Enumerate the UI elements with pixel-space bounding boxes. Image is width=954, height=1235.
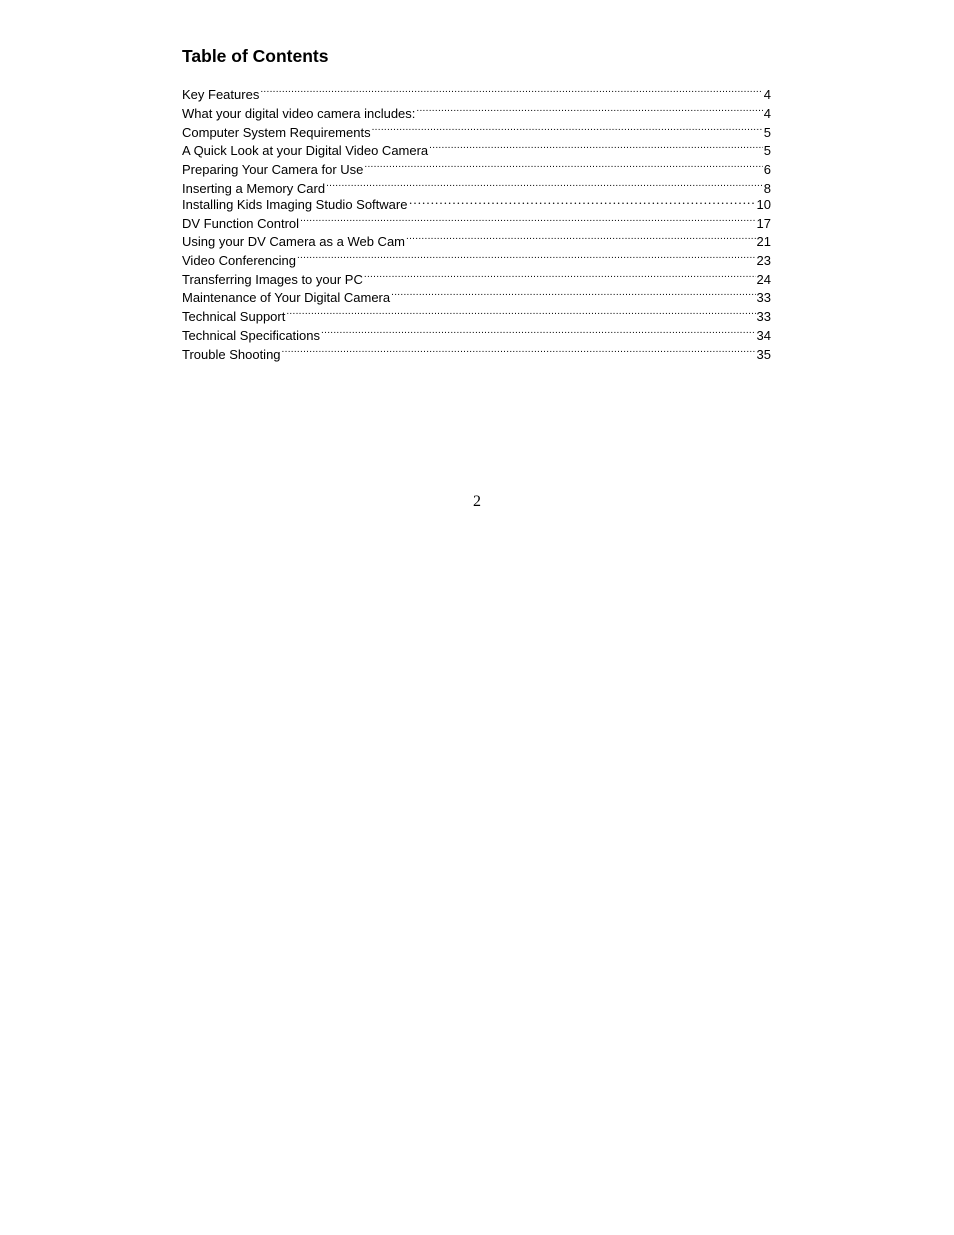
toc-entry-label: Transferring Images to your PC xyxy=(182,272,363,287)
toc-entry-page: 10 xyxy=(756,197,771,212)
toc-entry-page: 8 xyxy=(763,181,771,196)
toc-entry-label: Technical Support xyxy=(182,309,286,324)
toc-entry-technical-support[interactable] xyxy=(182,303,771,324)
toc-entry-dv-function-control[interactable] xyxy=(182,210,771,231)
toc-entry-label: Key Features xyxy=(182,87,260,102)
toc-entry-video-conferencing[interactable] xyxy=(182,247,771,268)
toc-leader-dots xyxy=(364,156,762,174)
toc-entry-label: Trouble Shooting xyxy=(182,347,281,362)
toc-entry-page: 24 xyxy=(756,272,771,287)
toc-entry-transferring-images[interactable] xyxy=(182,266,771,287)
toc-entry-label: Inserting a Memory Card xyxy=(182,181,326,196)
toc-leader-dots xyxy=(372,119,763,137)
toc-entry-label: Maintenance of Your Digital Camera xyxy=(182,290,391,305)
toc-leader-dots xyxy=(300,210,755,228)
toc-entry-maintenance[interactable] xyxy=(182,284,771,305)
toc-entry-label: Video Conferencing xyxy=(182,253,296,268)
toc-entry-label: Computer System Requirements xyxy=(182,125,371,140)
toc-entry-installing-software[interactable] xyxy=(182,191,771,212)
toc-entry-page: 35 xyxy=(756,347,771,362)
toc-entry-trouble-shooting[interactable] xyxy=(182,341,771,362)
toc-entry-label: Using your DV Camera as a Web Cam xyxy=(182,234,406,249)
toc-leader-dots xyxy=(408,191,755,209)
toc-heading: Table of Contents xyxy=(182,46,329,66)
toc-entry-page: 5 xyxy=(763,143,771,158)
toc-entry-system-requirements[interactable] xyxy=(182,119,771,140)
toc-entry-page: 17 xyxy=(756,216,771,231)
toc-entry-page: 4 xyxy=(763,106,771,121)
toc-entry-page: 33 xyxy=(756,290,771,305)
toc-entry-page: 34 xyxy=(756,328,771,343)
toc-leader-dots xyxy=(282,341,756,359)
toc-entry-preparing-camera[interactable] xyxy=(182,156,771,177)
toc-entry-page: 33 xyxy=(756,309,771,324)
toc-entry-label: Technical Specifications xyxy=(182,328,321,343)
toc-entry-label: Preparing Your Camera for Use xyxy=(182,162,364,177)
page-number: 2 xyxy=(473,493,481,510)
toc-entry-label: A Quick Look at your Digital Video Camera xyxy=(182,143,429,158)
toc-leader-dots xyxy=(364,266,756,284)
toc-leader-dots xyxy=(416,100,762,118)
toc-entry-technical-specifications[interactable] xyxy=(182,322,771,343)
toc-entry-page: 6 xyxy=(763,162,771,177)
toc-leader-dots xyxy=(429,137,763,155)
toc-leader-dots xyxy=(391,284,755,302)
toc-entry-key-features[interactable] xyxy=(182,81,771,102)
toc-entry-web-cam[interactable] xyxy=(182,228,771,249)
toc-entry-page: 21 xyxy=(756,234,771,249)
toc-entry-label: DV Function Control xyxy=(182,216,300,231)
toc-leader-dots xyxy=(260,81,762,99)
toc-entry-label: Installing Kids Imaging Studio Software xyxy=(182,197,408,212)
toc-leader-dots xyxy=(406,228,756,246)
toc-entry-package-contents[interactable] xyxy=(182,100,771,121)
toc-entry-label: What your digital video camera includes: xyxy=(182,106,416,121)
toc-leader-dots xyxy=(286,303,755,321)
toc-entry-page: 4 xyxy=(763,87,771,102)
toc-entry-page: 23 xyxy=(756,253,771,268)
toc-leader-dots xyxy=(297,247,756,265)
toc-entry-page: 5 xyxy=(763,125,771,140)
toc-entry-quick-look[interactable] xyxy=(182,137,771,158)
toc-leader-dots xyxy=(321,322,756,340)
